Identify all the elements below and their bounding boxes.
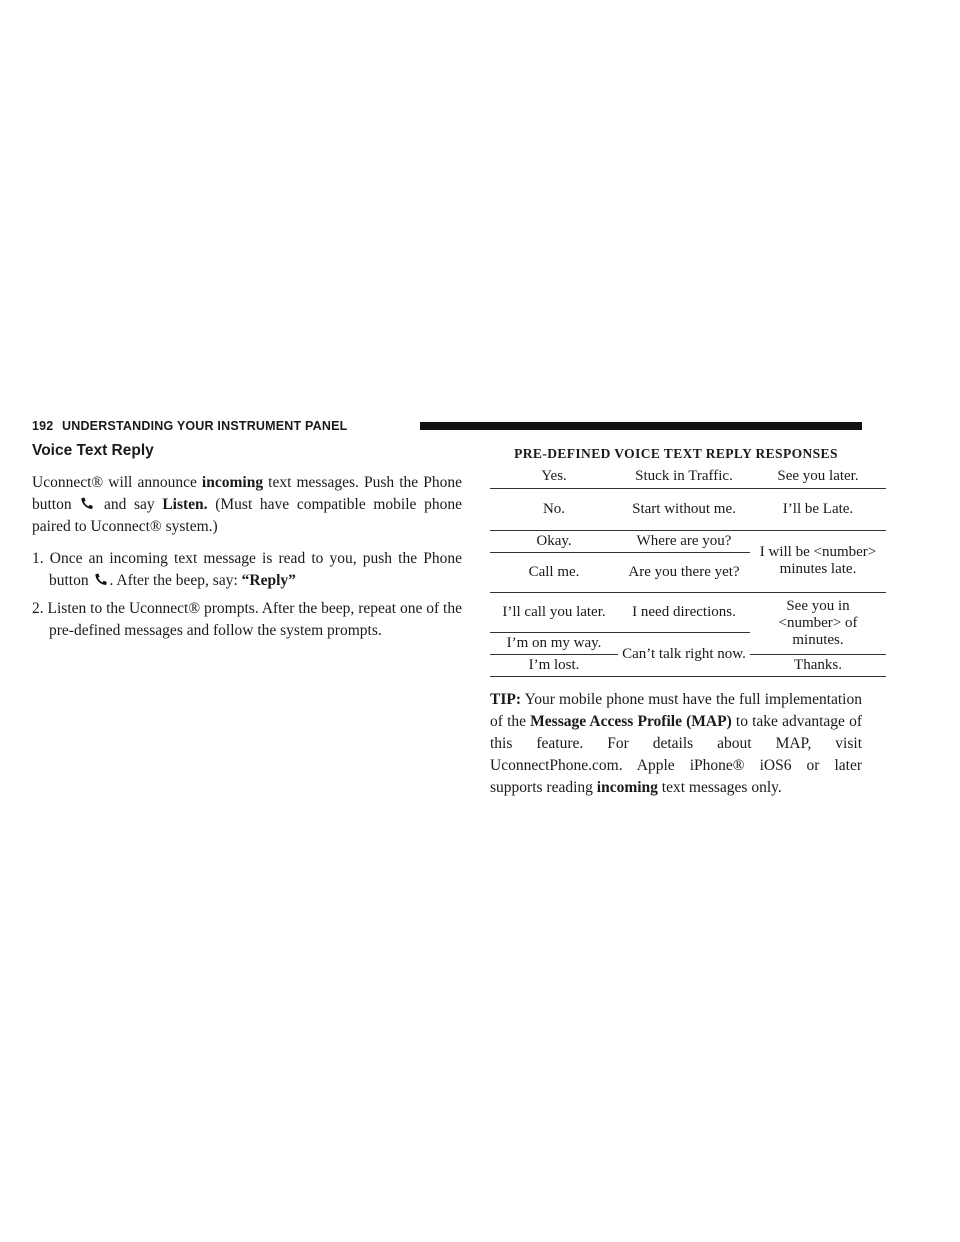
list-item xyxy=(32,598,462,642)
table-row xyxy=(490,488,886,530)
table-cell: Yes. xyxy=(490,466,618,488)
table-row xyxy=(490,530,886,552)
text-run: 2. Listen to the Uconnect® prompts. After the beep, repeat one of the pre-defined messages and follow the system prompts. xyxy=(32,600,462,639)
header-rule xyxy=(420,422,862,430)
table-cell: See you later. xyxy=(750,466,886,488)
bold-run: Listen. xyxy=(162,496,208,513)
bold-run: incoming xyxy=(201,474,264,491)
table-cell: Can’t talk right now. xyxy=(618,632,750,676)
phone-icon xyxy=(80,497,95,510)
right-column xyxy=(490,446,877,799)
table-cell: Are you there yet? xyxy=(618,552,750,592)
table-cell: I need directions. xyxy=(618,592,750,632)
phone-icon xyxy=(94,573,109,586)
text-run: to take advantage of this feature. For details about MAP, visit UconnectPhone.com. Apple iPhone® iOS6 or later supports reading xyxy=(490,712,862,796)
text-run: text messages only. xyxy=(657,778,782,796)
text-run: Your mobile phone must have the full implementation of the xyxy=(490,690,862,730)
tip-label: TIP: xyxy=(490,690,521,708)
text-run: 1. Once an incoming text message is read to you, push the Phone button xyxy=(32,550,462,589)
table-cell: Okay. xyxy=(490,530,618,552)
section-heading: Voice Text Reply xyxy=(32,442,154,459)
table-cell: I will be <number> minutes late. xyxy=(750,530,886,592)
list-item xyxy=(32,548,462,592)
text-run: . After the beep, say: xyxy=(109,572,242,589)
table-cell: Stuck in Traffic. xyxy=(618,466,750,488)
text-run: (Must have compatible mobile phone paired to Uconnect® system.) xyxy=(32,496,462,535)
bold-run: Message Access Profile (MAP) xyxy=(530,712,732,730)
table-row xyxy=(490,466,886,488)
table-cell: Where are you? xyxy=(618,530,750,552)
page-number: 192 xyxy=(32,419,54,433)
section-title: UNDERSTANDING YOUR INSTRUMENT PANEL xyxy=(62,419,348,433)
table-title: PRE-DEFINED VOICE TEXT REPLY RESPONSES xyxy=(514,446,838,461)
table-cell: Start without me. xyxy=(618,488,750,530)
intro-paragraph xyxy=(32,472,462,538)
page-header xyxy=(32,418,862,438)
table-cell: Thanks. xyxy=(750,654,886,676)
table-cell: I’m on my way. xyxy=(490,632,618,654)
text-run: and say xyxy=(96,496,163,513)
bold-run: “Reply” xyxy=(241,572,296,589)
bold-run: incoming xyxy=(596,778,658,796)
table-cell: I’m lost. xyxy=(490,654,618,676)
table-cell: No. xyxy=(490,488,618,530)
table-row xyxy=(490,592,886,632)
table-cell: Call me. xyxy=(490,552,618,592)
text-run: text messages. Push the Phone button xyxy=(32,474,462,513)
responses-table xyxy=(490,466,886,677)
text-run: Uconnect® will announce xyxy=(32,474,202,491)
table-cell: I’ll call you later. xyxy=(490,592,618,632)
table-cell: I’ll be Late. xyxy=(750,488,886,530)
steps-list xyxy=(32,548,462,642)
table-cell: See you in <number> of minutes. xyxy=(750,592,886,654)
tip-paragraph xyxy=(490,689,862,799)
left-column xyxy=(32,440,462,648)
